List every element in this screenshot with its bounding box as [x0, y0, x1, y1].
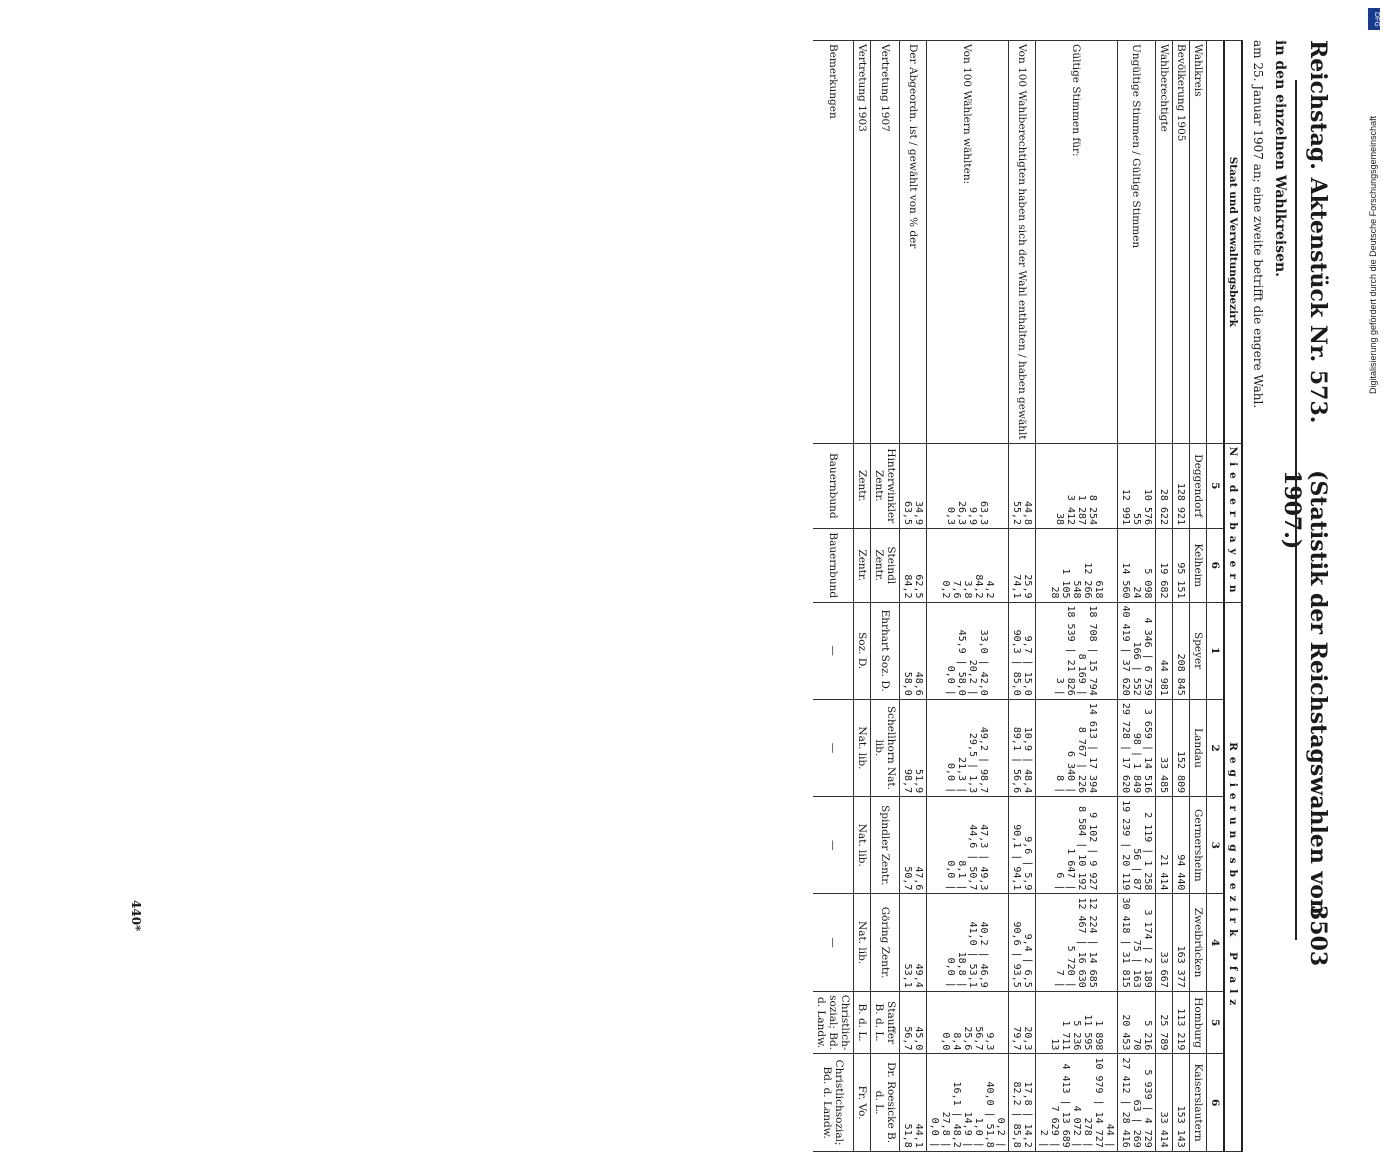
cell-waehlten: 4,2 84,2 3,8 7,6 0,2	[927, 529, 1009, 602]
election-statistics-table	[813, 40, 1243, 1152]
cell-wahlkreis: Kaiserslautern	[1190, 1054, 1207, 1151]
subtitle: in den einzelnen Wahlkreisen.	[1272, 40, 1288, 278]
cell-enthalten: 17,8 | 14,2 82,2 | 85,8	[1009, 1054, 1036, 1151]
cell-vertr1903: Fr. Vo.	[854, 1054, 871, 1151]
cell-nr: 6	[1207, 529, 1225, 602]
cell-vertr1903: Zentr.	[854, 529, 871, 602]
cell-vertr1907: Hinterwinkler Zentr.	[871, 443, 900, 528]
cell-waehlten: 9,3 56,7 25,6 8,4 0,0	[927, 991, 1009, 1054]
row-berechtigte	[1156, 41, 1173, 1152]
row-label: Bemerkungen	[813, 41, 854, 444]
cell-nr: 5	[1207, 443, 1225, 528]
cell-gewaehlt: 45,0 56,7	[900, 991, 927, 1054]
row-bemerkungen	[813, 41, 854, 1152]
row-wahlbeteiligung	[1009, 41, 1036, 1152]
subtitle-note: am 25. Januar 1907 an; eine zweite betrifft die engere Wahl.	[1251, 40, 1265, 409]
cell-nr: 2	[1207, 699, 1225, 796]
cell-berechtigte: 21 414	[1156, 797, 1173, 894]
cell-nr: 5	[1207, 991, 1225, 1054]
cell-wahlkreis: Deggendorf	[1190, 443, 1207, 528]
cell-enthalten: 9,6 | 5,9 90,1 | 94,1	[1009, 797, 1036, 894]
header-rule	[1295, 80, 1297, 940]
cell-enthalten: 10,9 | 48,4 89,1 | 56,6	[1009, 699, 1036, 796]
cell-vertr1903: B. d. L.	[854, 991, 871, 1054]
cell-ungueltig: 5 216 70 20 453	[1118, 991, 1156, 1054]
cell-bev: 94 440	[1173, 797, 1190, 894]
cell-nr: 3	[1207, 797, 1225, 894]
cell-gewaehlt: 34,9 63,5	[900, 443, 927, 528]
cell-guelt: 18 708 | 15 794 8 169 | 18 539 | 21 826 3 |	[1036, 602, 1118, 699]
sheet-number: 440*	[129, 900, 143, 932]
cell-waehlten: 33,0 | 42,0 20,2 | 45,9 | 58,0 0,0 |	[927, 602, 1009, 699]
cell-waehlten: 40,2 | 46,9 41,0 | 53,1 18,8 | 0,0 |	[927, 894, 1009, 991]
cell-vertr1903: Zentr.	[854, 443, 871, 528]
cell-wahlkreis: Kelheim	[1190, 529, 1207, 602]
cell-gewaehlt: 48,6 58,0	[900, 602, 927, 699]
cell-berechtigte: 25 789	[1156, 991, 1173, 1054]
cell-vertr1907: Schellhorn Nat. lib.	[871, 699, 900, 796]
cell-guelt: 44 | 10 979 | 14 727 278 | 4 072 | 4 413 | 13 689 7 629 | 2 |	[1036, 1054, 1118, 1151]
cell-bev: 95 151	[1173, 529, 1190, 602]
cell-vertr1903: Soz. D.	[854, 602, 871, 699]
cell-gewaehlt: 44,1 51,8	[900, 1054, 927, 1151]
row-gueltige-stimmen	[1036, 41, 1118, 1152]
row-wahlkreis	[1190, 41, 1207, 1152]
cell-berechtigte: 19 682	[1156, 529, 1173, 602]
cell-guelt: 8 254 1 287 3 412 38	[1036, 443, 1118, 528]
digitization-note: Digitalisierung gefördert durch die Deutsche Forschungsgemeinschaft	[1368, 115, 1378, 394]
cell-guelt: 9 102 | 9 927 8 584 | 10 192 1 647 | 6 |	[1036, 797, 1118, 894]
cell-enthalten: 20,3 79,7	[1009, 991, 1036, 1054]
row-vertretung-1907	[871, 41, 900, 1152]
cell-wahlkreis: Germersheim	[1190, 797, 1207, 894]
cell-berechtigte: 33 414	[1156, 1054, 1173, 1151]
page-number: 3503	[1305, 905, 1331, 967]
cell-bem: —	[813, 699, 854, 796]
cell-bem: Bauernbund	[813, 443, 854, 528]
row-label-header: Staat und Verwaltungsbezirk	[1224, 41, 1242, 444]
row-stimmen	[1118, 41, 1156, 1152]
dfg-logo: DFG	[1368, 8, 1380, 30]
cell-nr: 4	[1207, 894, 1225, 991]
cell-enthalten: 44,8 55,2	[1009, 443, 1036, 528]
row-label	[1207, 41, 1225, 444]
cell-enthalten: 25,9 74,1	[1009, 529, 1036, 602]
cell-guelt: 618 12 266 548 1 105 28	[1036, 529, 1118, 602]
cell-ungueltig: 4 346 | 6 759 166 | 552 40 419 | 37 620	[1118, 602, 1156, 699]
cell-waehlten: 47,3 | 49,3 44,6 | 50,7 8,1 | 0,0 |	[927, 797, 1009, 894]
cell-guelt: 12 224 | 14 685 12 467 | 16 630 5 720 | 7 |	[1036, 894, 1118, 991]
cell-berechtigte: 44 981	[1156, 602, 1173, 699]
cell-vertr1907: Dr. Roesicke B. d. L.	[871, 1054, 900, 1151]
cell-waehlten: 0,2 | 40,0 | 51,8 1,0 | 14,9 | 16,1 | 48,2 27,8 | 0,0 |	[927, 1054, 1009, 1151]
cell-wahlkreis: Homburg	[1190, 991, 1207, 1054]
cell-berechtigte: 33 667	[1156, 894, 1173, 991]
cell-gewaehlt: 49,4 53,1	[900, 894, 927, 991]
row-label: Vertretung 1903	[854, 41, 871, 444]
row-label: Gültige Stimmen für:	[1036, 41, 1118, 444]
row-label: Von 100 Wählern wählten:	[927, 41, 1009, 444]
cell-bem: —	[813, 602, 854, 699]
cell-gewaehlt: 51,9 98,7	[900, 699, 927, 796]
cell-ungueltig: 10 576 55 12 991	[1118, 443, 1156, 528]
cell-guelt: 14 613 | 17 394 8 767 | 226 6 340 | 8 |	[1036, 699, 1118, 796]
cell-nr: 1	[1207, 602, 1225, 699]
cell-vertr1907: Ehrhart Soz. D.	[871, 602, 900, 699]
row-label: Vertretung 1907	[871, 41, 900, 444]
cell-bev: 113 219	[1173, 991, 1190, 1054]
row-label: Bevölkerung 1905	[1173, 41, 1190, 444]
cell-gewaehlt: 62,5 84,2	[900, 529, 927, 602]
cell-ungueltig: 5 939 | 4 729 63 | 269 27 412 | 28 416	[1118, 1054, 1156, 1151]
cell-wahlkreis: Zweibrücken	[1190, 894, 1207, 991]
cell-ungueltig: 2 119 | 1 258 56 | 87 19 239 | 20 119	[1118, 797, 1156, 894]
cell-bev: 153 143	[1173, 1054, 1190, 1151]
row-label: Wahlberechtigte	[1156, 41, 1173, 444]
cell-bev: 163 377	[1173, 894, 1190, 991]
cell-ungueltig: 3 659 | 14 516 98 | 1 849 29 728 | 17 620	[1118, 699, 1156, 796]
cell-guelt: 1 898 11 595 5 236 1 711 13	[1036, 991, 1118, 1054]
cell-wahlkreis: Speyer	[1190, 602, 1207, 699]
cell-vertr1903: Nat. lib.	[854, 797, 871, 894]
cell-berechtigte: 28 622	[1156, 443, 1173, 528]
row-label: Wahlkreis	[1190, 41, 1207, 444]
group-header-pfalz: Regierungsbezirk Pfalz	[1224, 602, 1242, 1151]
cell-vertr1907: Spindler Zentr.	[871, 797, 900, 894]
row-label: Von 100 Wahlberechtigten haben sich der Wahl enthalten / haben gewählt	[1009, 41, 1036, 444]
cell-ungueltig: 3 174 | 2 189 75 | 163 30 418 | 31 815	[1118, 894, 1156, 991]
row-label: Ungültige Stimmen / Gültige Stimmen	[1118, 41, 1156, 444]
cell-waehlten: 49,2 | 98,7 29,5 | 1,3 21,3 | 0,0 |	[927, 699, 1009, 796]
row-nr	[1207, 41, 1225, 1152]
cell-bem: Christlichsozial; Bd. d. Landw.	[813, 1054, 854, 1151]
row-abgeordneter	[900, 41, 927, 1152]
cell-vertr1903: Nat. lib.	[854, 699, 871, 796]
cell-enthalten: 9,7 | 15,0 90,3 | 85,0	[1009, 602, 1036, 699]
cell-berechtigte: 33 485	[1156, 699, 1173, 796]
cell-vertr1907: Göring Zentr.	[871, 894, 900, 991]
cell-bem: Bauernbund	[813, 529, 854, 602]
cell-bem: —	[813, 894, 854, 991]
cell-enthalten: 9,4 | 6,5 90,6 | 93,5	[1009, 894, 1036, 991]
document-header-left: Reichstag. Aktenstück Nr. 573.	[1305, 40, 1331, 424]
cell-gewaehlt: 47,6 50,7	[900, 797, 927, 894]
cell-nr: 6	[1207, 1054, 1225, 1151]
row-waehler-anteile	[927, 41, 1009, 1152]
cell-ungueltig: 5 098 24 14 560	[1118, 529, 1156, 602]
row-label: Der Abgeordn. ist / gewählt von % der	[900, 41, 927, 444]
cell-bev: 208 845	[1173, 602, 1190, 699]
cell-bem: Christlich-sozial; Bd. d. Landw.	[813, 991, 854, 1054]
cell-vertr1903: Nat. lib.	[854, 894, 871, 991]
group-header-niederbayern: Niederbayern	[1224, 443, 1242, 602]
cell-bem: —	[813, 797, 854, 894]
cell-wahlkreis: Landau	[1190, 699, 1207, 796]
document-header-right: (Statistik der Reichstagswahlen von 1907.)	[1279, 470, 1331, 915]
row-bevoelkerung	[1173, 41, 1190, 1152]
cell-bev: 152 809	[1173, 699, 1190, 796]
cell-vertr1907: Stauffer B. d. L.	[871, 991, 900, 1054]
row-vertretung-1903	[854, 41, 871, 1152]
cell-vertr1907: Steindl Zentr.	[871, 529, 900, 602]
cell-waehlten: 63,3 9,9 26,3 0,3	[927, 443, 1009, 528]
cell-bev: 128 921	[1173, 443, 1190, 528]
